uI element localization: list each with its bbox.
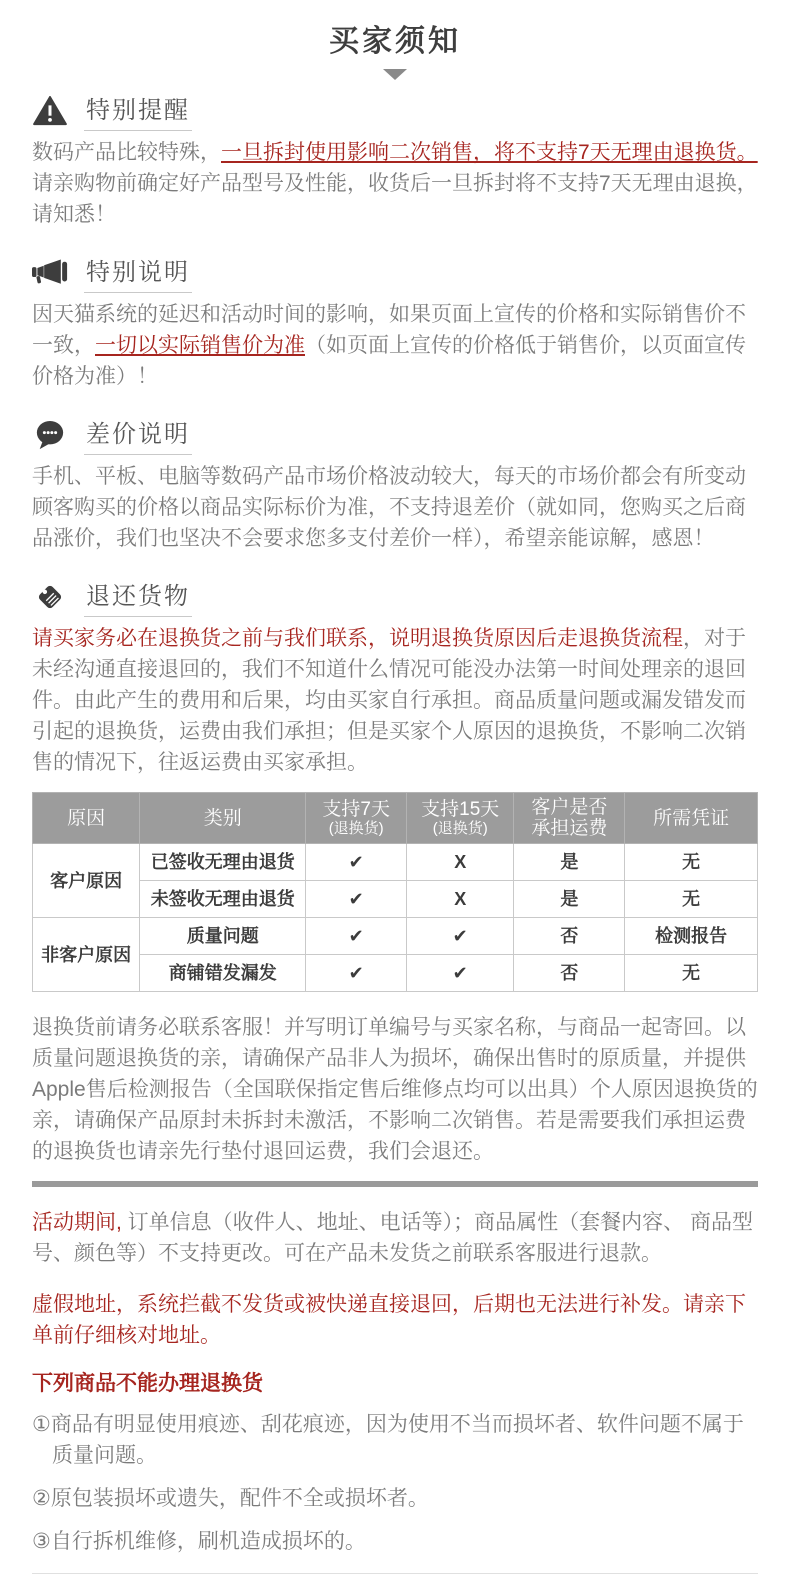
chat-dots-icon xyxy=(32,419,68,451)
category-cell: 未签收无理由退货 xyxy=(140,881,306,918)
support7-cell: ✔ xyxy=(306,881,407,918)
no-return-item-3: ③自行拆机维修，刷机造成损坏的。 xyxy=(32,1530,366,1553)
activity-note: 活动期间, 订单信息（收件人、地址、电话等）；商品属性（套餐内容、 商品型号、颜色等）不支持更改。可在产品未发货之前联系客服进行退款。 xyxy=(32,1211,754,1265)
proof-cell: 检测报告 xyxy=(625,918,758,955)
support15-cell: X xyxy=(407,881,514,918)
section-paragraph: 因天猫系统的延迟和活动时间的影响，如果页面上宣传的价格和实际销售价不一致，一切以实际销售价为准（如页面上宣传的价格低于销售价，以页面宣传价格为准）！ xyxy=(32,303,746,388)
freight-cell: 否 xyxy=(514,955,625,992)
category-cell: 商铺错发漏发 xyxy=(140,955,306,992)
section-header xyxy=(32,90,758,131)
section-heading: 退还货物 xyxy=(84,576,192,617)
col-header-proof: 所需凭证 xyxy=(625,793,758,844)
proof-cell: 无 xyxy=(625,955,758,992)
col-header-reason: 原因 xyxy=(33,793,140,844)
proof-cell: 无 xyxy=(625,844,758,881)
support7-cell: ✔ xyxy=(306,844,407,881)
support7-cell: ✔ xyxy=(306,955,407,992)
page-title: 买家须知 xyxy=(329,25,461,58)
no-return-heading: 下列商品不能办理退换货 xyxy=(32,1372,263,1395)
section-return-goods xyxy=(32,576,758,778)
section-paragraph: 请买家务必在退换货之前与我们联系，说明退换货原因后走退换货流程，对于未经沟通直接退回的，我们不知道什么情况可能没办法第一时间处理亲的退回件。由此产生的费用和后果，均由买家自行承担。商品质量问题或漏发错发而引起的退换货，运费由我们承担；但是买家个人原因的退换货，不影响二次销售的情况下，往返运费由买家承担。 xyxy=(32,627,746,774)
proof-cell: 无 xyxy=(625,881,758,918)
megaphone-icon xyxy=(32,257,68,289)
col-header-category: 类别 xyxy=(140,793,306,844)
section-heading: 特别说明 xyxy=(84,252,192,293)
no-return-item-1: ①商品有明显使用痕迹、刮花痕迹，因为使用不当而损坏者、软件问题不属于质量问题。 xyxy=(32,1413,744,1467)
category-cell: 已签收无理由退货 xyxy=(140,844,306,881)
table-row xyxy=(33,955,758,992)
col-header-7day: 支持7天 (退换货) xyxy=(306,793,407,844)
section-special-reminder xyxy=(32,90,758,230)
title-caret-down-icon xyxy=(383,69,407,80)
table-row xyxy=(33,918,758,955)
support7-cell: ✔ xyxy=(306,918,407,955)
section-header xyxy=(32,252,758,293)
col-header-15day: 支持15天 (退换货) xyxy=(407,793,514,844)
support15-cell: X xyxy=(407,844,514,881)
reason-cell: 非客户原因 xyxy=(33,918,140,992)
section-paragraph: 手机、平板、电脑等数码产品市场价格波动较大，每天的市场价都会有所变动顾客购买的价格以商品实际标价为准，不支持退差价（就如同，您购买之后商品涨价，我们也坚决不会要求您多支付差价一样），希望亲能谅解，感恩！ xyxy=(32,465,746,550)
category-cell: 质量问题 xyxy=(140,918,306,955)
freight-cell: 是 xyxy=(514,844,625,881)
warning-triangle-icon xyxy=(32,95,68,127)
tag-icon xyxy=(32,581,68,613)
bottom-divider xyxy=(32,1573,758,1578)
freight-cell: 是 xyxy=(514,881,625,918)
section-price-difference xyxy=(32,414,758,554)
section-header xyxy=(32,576,758,617)
return-policy-table xyxy=(32,792,758,992)
table-row xyxy=(33,844,758,881)
table-row xyxy=(33,881,758,918)
support15-cell: ✔ xyxy=(407,955,514,992)
section-paragraph: 数码产品比较特殊，一旦拆封使用影响二次销售，将不支持7天无理由退换货。请亲购物前确定好产品型号及性能，收货后一旦拆封将不支持7天无理由退换，请知悉！ xyxy=(32,141,758,226)
reason-cell: 客户原因 xyxy=(33,844,140,918)
no-return-item-2: ②原包装损坏或遗失，配件不全或损坏者。 xyxy=(32,1487,429,1510)
col-header-freight: 客户是否 承担运费 xyxy=(514,793,625,844)
section-special-note xyxy=(32,252,758,392)
section-header xyxy=(32,414,758,455)
fake-address-note: 虚假地址，系统拦截不发货或被快递直接退回，后期也无法进行补发。请亲下单前仔细核对地址。 xyxy=(32,1293,746,1347)
table-header-row xyxy=(33,793,758,844)
section-heading: 特别提醒 xyxy=(84,90,192,131)
section-divider xyxy=(32,1181,758,1187)
support15-cell: ✔ xyxy=(407,918,514,955)
freight-cell: 否 xyxy=(514,918,625,955)
after-table-note: 退换货前请务必联系客服！并写明订单编号与买家名称，与商品一起寄回。以质量问题退换货的亲，请确保产品非人为损坏，确保出售时的原质量，并提供Apple售后检测报告（全国联保指定售后维修点均可以出具）个人原因退换货的亲，请确保产品原封未拆封未激活，不影响二次销售。若是需要我们承担运费的退换货也请亲先行垫付退回运费，我们会退还。 xyxy=(32,1016,758,1163)
section-heading: 差价说明 xyxy=(84,414,192,455)
